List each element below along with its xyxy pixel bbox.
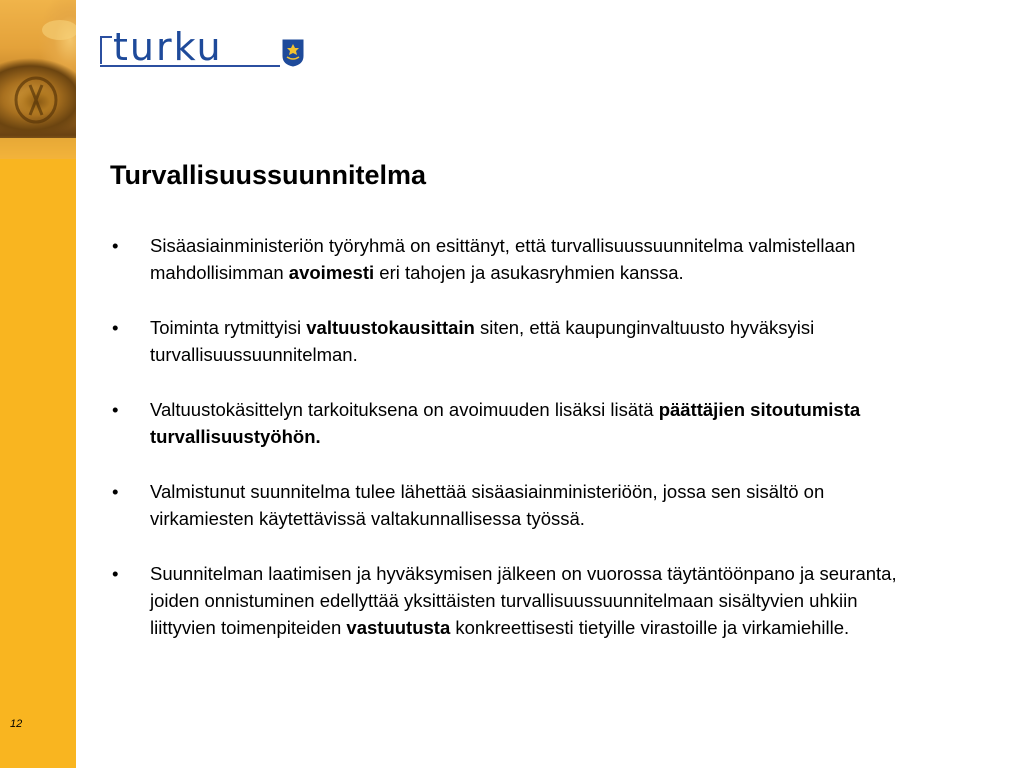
bullet-marker: • <box>112 235 119 256</box>
logo-underline <box>100 65 280 67</box>
page-number: 12 <box>10 718 23 730</box>
bullet-text: Toiminta rytmittyisi <box>150 317 307 338</box>
bullet-list <box>112 232 902 669</box>
list-item <box>112 314 902 368</box>
slide-title: Turvallisuussuunnitelma <box>110 160 427 190</box>
bullet-text: Suunnitelman laatimisen ja hyväksymisen jälkeen on vuorossa täytäntöönpano ja seuranta, joiden onnistuminen edellyttää yksittäisten turvallisuussuunnitelmaan sisältyvien uhkiin liittyvien toimenpiteiden <box>150 563 897 638</box>
brass-vessel-photo <box>0 0 76 159</box>
bullet-marker: • <box>112 563 119 584</box>
list-item <box>112 232 902 286</box>
bullet-emphasis: avoimesti <box>288 262 375 283</box>
bullet-text: Valtuustokäsittelyn tarkoituksena on avoimuuden lisäksi lisätä <box>150 399 659 420</box>
bullet-marker: • <box>112 481 119 502</box>
turku-logo <box>100 25 305 70</box>
list-item <box>112 478 902 532</box>
bullet-marker: • <box>112 399 119 420</box>
bullet-text: Sisäasiainministeriön työryhmä on esittänyt, että turvallisuussuunnitelma valmistellaan mahdollisimman <box>150 235 856 283</box>
bullet-text: eri tahojen ja asukasryhmien kanssa. <box>374 262 684 283</box>
turku-crest-icon <box>282 39 304 67</box>
list-item <box>112 396 902 450</box>
logo-bracket <box>100 36 112 64</box>
list-item <box>112 560 902 641</box>
bullet-text: Valmistunut suunnitelma tulee lähettää sisäasiainministeriöön, jossa sen sisältö on virkamiesten käytettävissä valtakunnallisessa työssä. <box>150 481 825 529</box>
bullet-text: konkreettisesti tietyille virastoille ja virkamiehille. <box>450 617 850 638</box>
bullet-emphasis: valtuustokausittain <box>306 317 475 338</box>
bullet-text: siten, että kaupunginvaltuusto hyväksyisi turvallisuussuunnitelman. <box>150 317 815 365</box>
logo-text: turku <box>113 25 223 69</box>
bullet-marker: • <box>112 317 119 338</box>
bullet-emphasis: vastuutusta <box>346 617 451 638</box>
bullet-emphasis: päättäjien sitoutumista turvallisuustyöhön. <box>150 399 861 447</box>
